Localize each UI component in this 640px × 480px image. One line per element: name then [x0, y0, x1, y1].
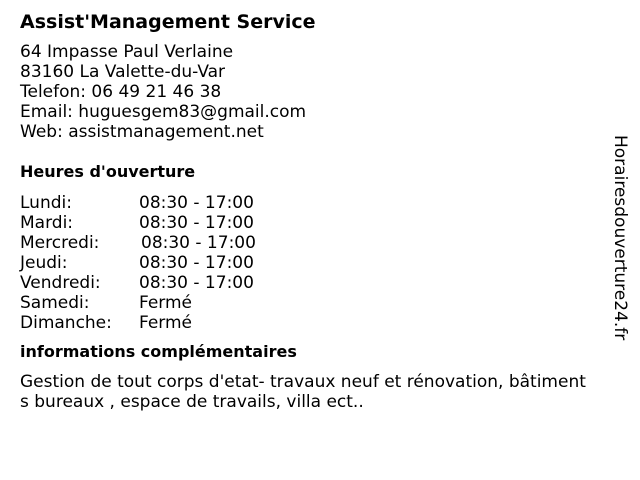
hours-day: Samedi: — [20, 293, 90, 313]
hours-time: 08:30 - 17:00 — [139, 213, 254, 233]
hours-time: 08:30 - 17:00 — [139, 273, 254, 293]
hours-day: Lundi: — [20, 193, 72, 213]
hours-day: Mardi: — [20, 213, 74, 233]
hours-time: 08:30 - 17:00 — [139, 193, 254, 213]
hours-day: Jeudi: — [20, 253, 68, 273]
hours-day: Vendredi: — [20, 273, 101, 293]
hours-time: Fermé — [139, 313, 193, 333]
hours-time: 08:30 - 17:00 — [139, 253, 254, 273]
hours-heading: Heures d'ouverture — [20, 162, 196, 181]
info-heading: informations complémentaires — [20, 342, 297, 361]
street-address: 64 Impasse Paul Verlaine — [20, 42, 234, 62]
hours-time: 08:30 - 17:00 — [141, 233, 256, 253]
business-name: Assist'Management Service — [20, 11, 316, 33]
site-watermark: Horairesdouverture24.fr — [610, 135, 630, 341]
phone-line: Telefon: 06 49 21 46 38 — [20, 82, 222, 102]
hours-day: Mercredi: — [20, 233, 100, 253]
hours-time: Fermé — [139, 293, 193, 313]
hours-row-wednesday — [20, 233, 590, 253]
hours-row-tuesday — [20, 213, 590, 233]
city-address: 83160 La Valette-du-Var — [20, 62, 226, 82]
hours-row-sunday — [20, 313, 590, 333]
hours-day: Dimanche: — [20, 313, 112, 333]
business-card — [20, 9, 590, 412]
email-line: Email: huguesgem83@gmail.com — [20, 102, 307, 122]
web-line: Web: assistmanagement.net — [20, 122, 264, 142]
hours-row-thursday — [20, 253, 590, 273]
hours-row-monday — [20, 193, 590, 213]
address-block — [20, 42, 590, 142]
info-description: Gestion de tout corps d'etat- travaux neuf et rénovation, bâtiments bureaux , espace de travails, villa ect.. — [20, 372, 586, 412]
hours-row-friday — [20, 273, 590, 293]
hours-row-saturday — [20, 293, 590, 313]
hours-table — [20, 193, 590, 333]
